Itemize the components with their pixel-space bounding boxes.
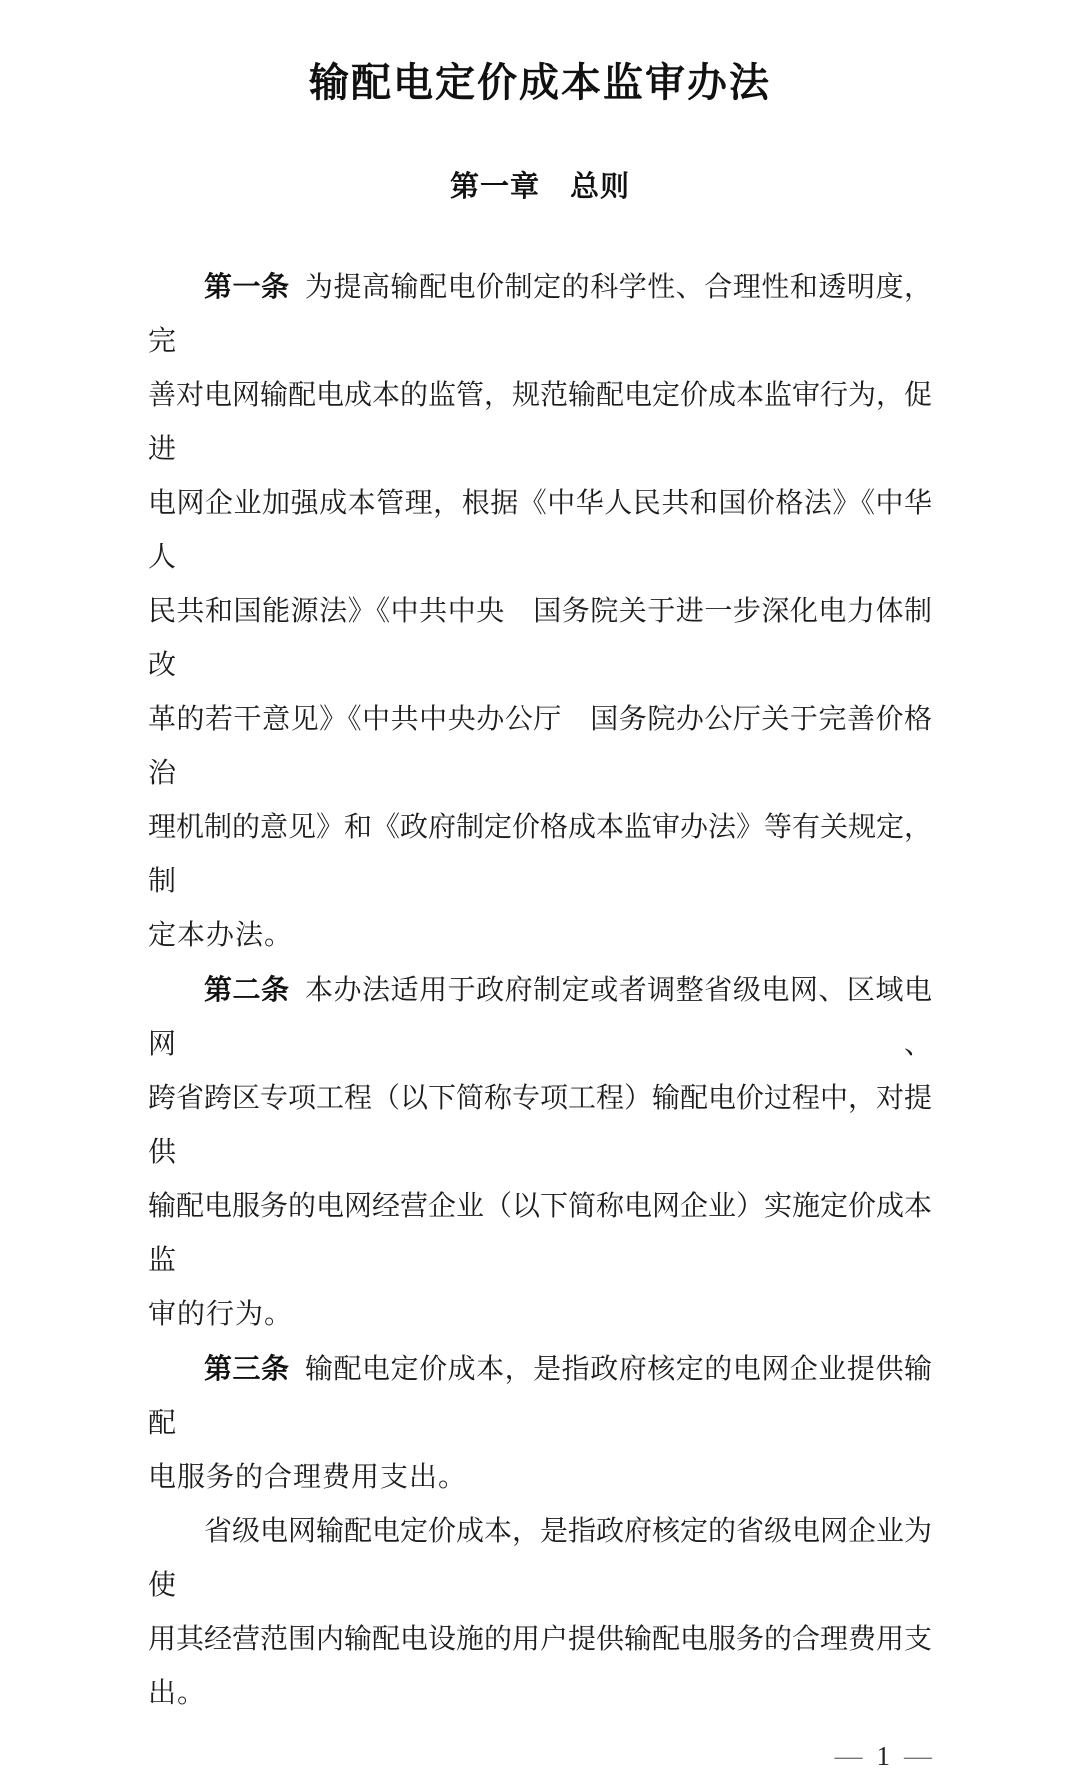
document-line: 跨省跨区专项工程（以下简称专项工程）输配电价过程中，对提供 xyxy=(148,1083,933,1168)
document-line: 省级电网输配电定价成本，是指政府核定的省级电网企业为使 xyxy=(148,1516,933,1601)
article-label: 第一条 xyxy=(204,271,290,302)
article-label: 第三条 xyxy=(204,1353,290,1384)
document-line: 电网企业加强成本管理，根据《中华人民共和国价格法》《中华人 xyxy=(148,488,932,573)
document-line: 出。 xyxy=(148,1678,207,1709)
article-label: 第二条 xyxy=(204,974,290,1005)
document-line: 输配电服务的电网经营企业（以下简称电网企业）实施定价成本监 xyxy=(148,1191,933,1276)
line-text: 为提高输配电价制定的科学性、合理性和透明度，完 xyxy=(148,272,932,357)
document-line: 理机制的意见》和《政府制定价格成本监审办法》等有关规定，制 xyxy=(148,812,933,897)
document-line: 电服务的合理费用支出。 xyxy=(148,1462,468,1493)
page-number: 1 xyxy=(876,1741,890,1771)
document-title: 输配电定价成本监审办法 xyxy=(309,61,771,105)
article-3 xyxy=(148,1342,932,1505)
document-line: 审的行为。 xyxy=(148,1299,294,1330)
document-line: 民共和国能源法》《中共中央 国务院关于进一步深化电力体制改 xyxy=(148,596,932,681)
document-line xyxy=(148,260,932,369)
article-3-paragraph-2 xyxy=(148,1505,932,1721)
document-line: 革的若干意见》《中共中央办公厅 国务院办公厅关于完善价格治 xyxy=(148,704,932,789)
page-footer xyxy=(148,1735,932,1778)
footer-dash-left: — xyxy=(834,1741,863,1772)
document-line xyxy=(148,1342,932,1451)
line-text: 输配电定价成本，是指政府核定的电网企业提供输配 xyxy=(148,1354,932,1439)
document-line xyxy=(148,963,932,1072)
footer-dash-right: — xyxy=(904,1741,932,1772)
document-line: 定本办法。 xyxy=(148,920,294,951)
chapter-heading: 第一章 总则 xyxy=(449,171,630,203)
article-1 xyxy=(148,260,932,963)
article-2 xyxy=(148,963,932,1342)
document-line: 用其经营范围内输配电设施的用户提供输配电服务的合理费用支 xyxy=(148,1624,933,1655)
line-text: 本办法适用于政府制定或者调整省级电网、区域电网、 xyxy=(148,975,932,1060)
document-line: 善对电网输配电成本的监管，规范输配电定价成本监审行为，促进 xyxy=(148,380,933,465)
document-body xyxy=(148,260,932,1721)
